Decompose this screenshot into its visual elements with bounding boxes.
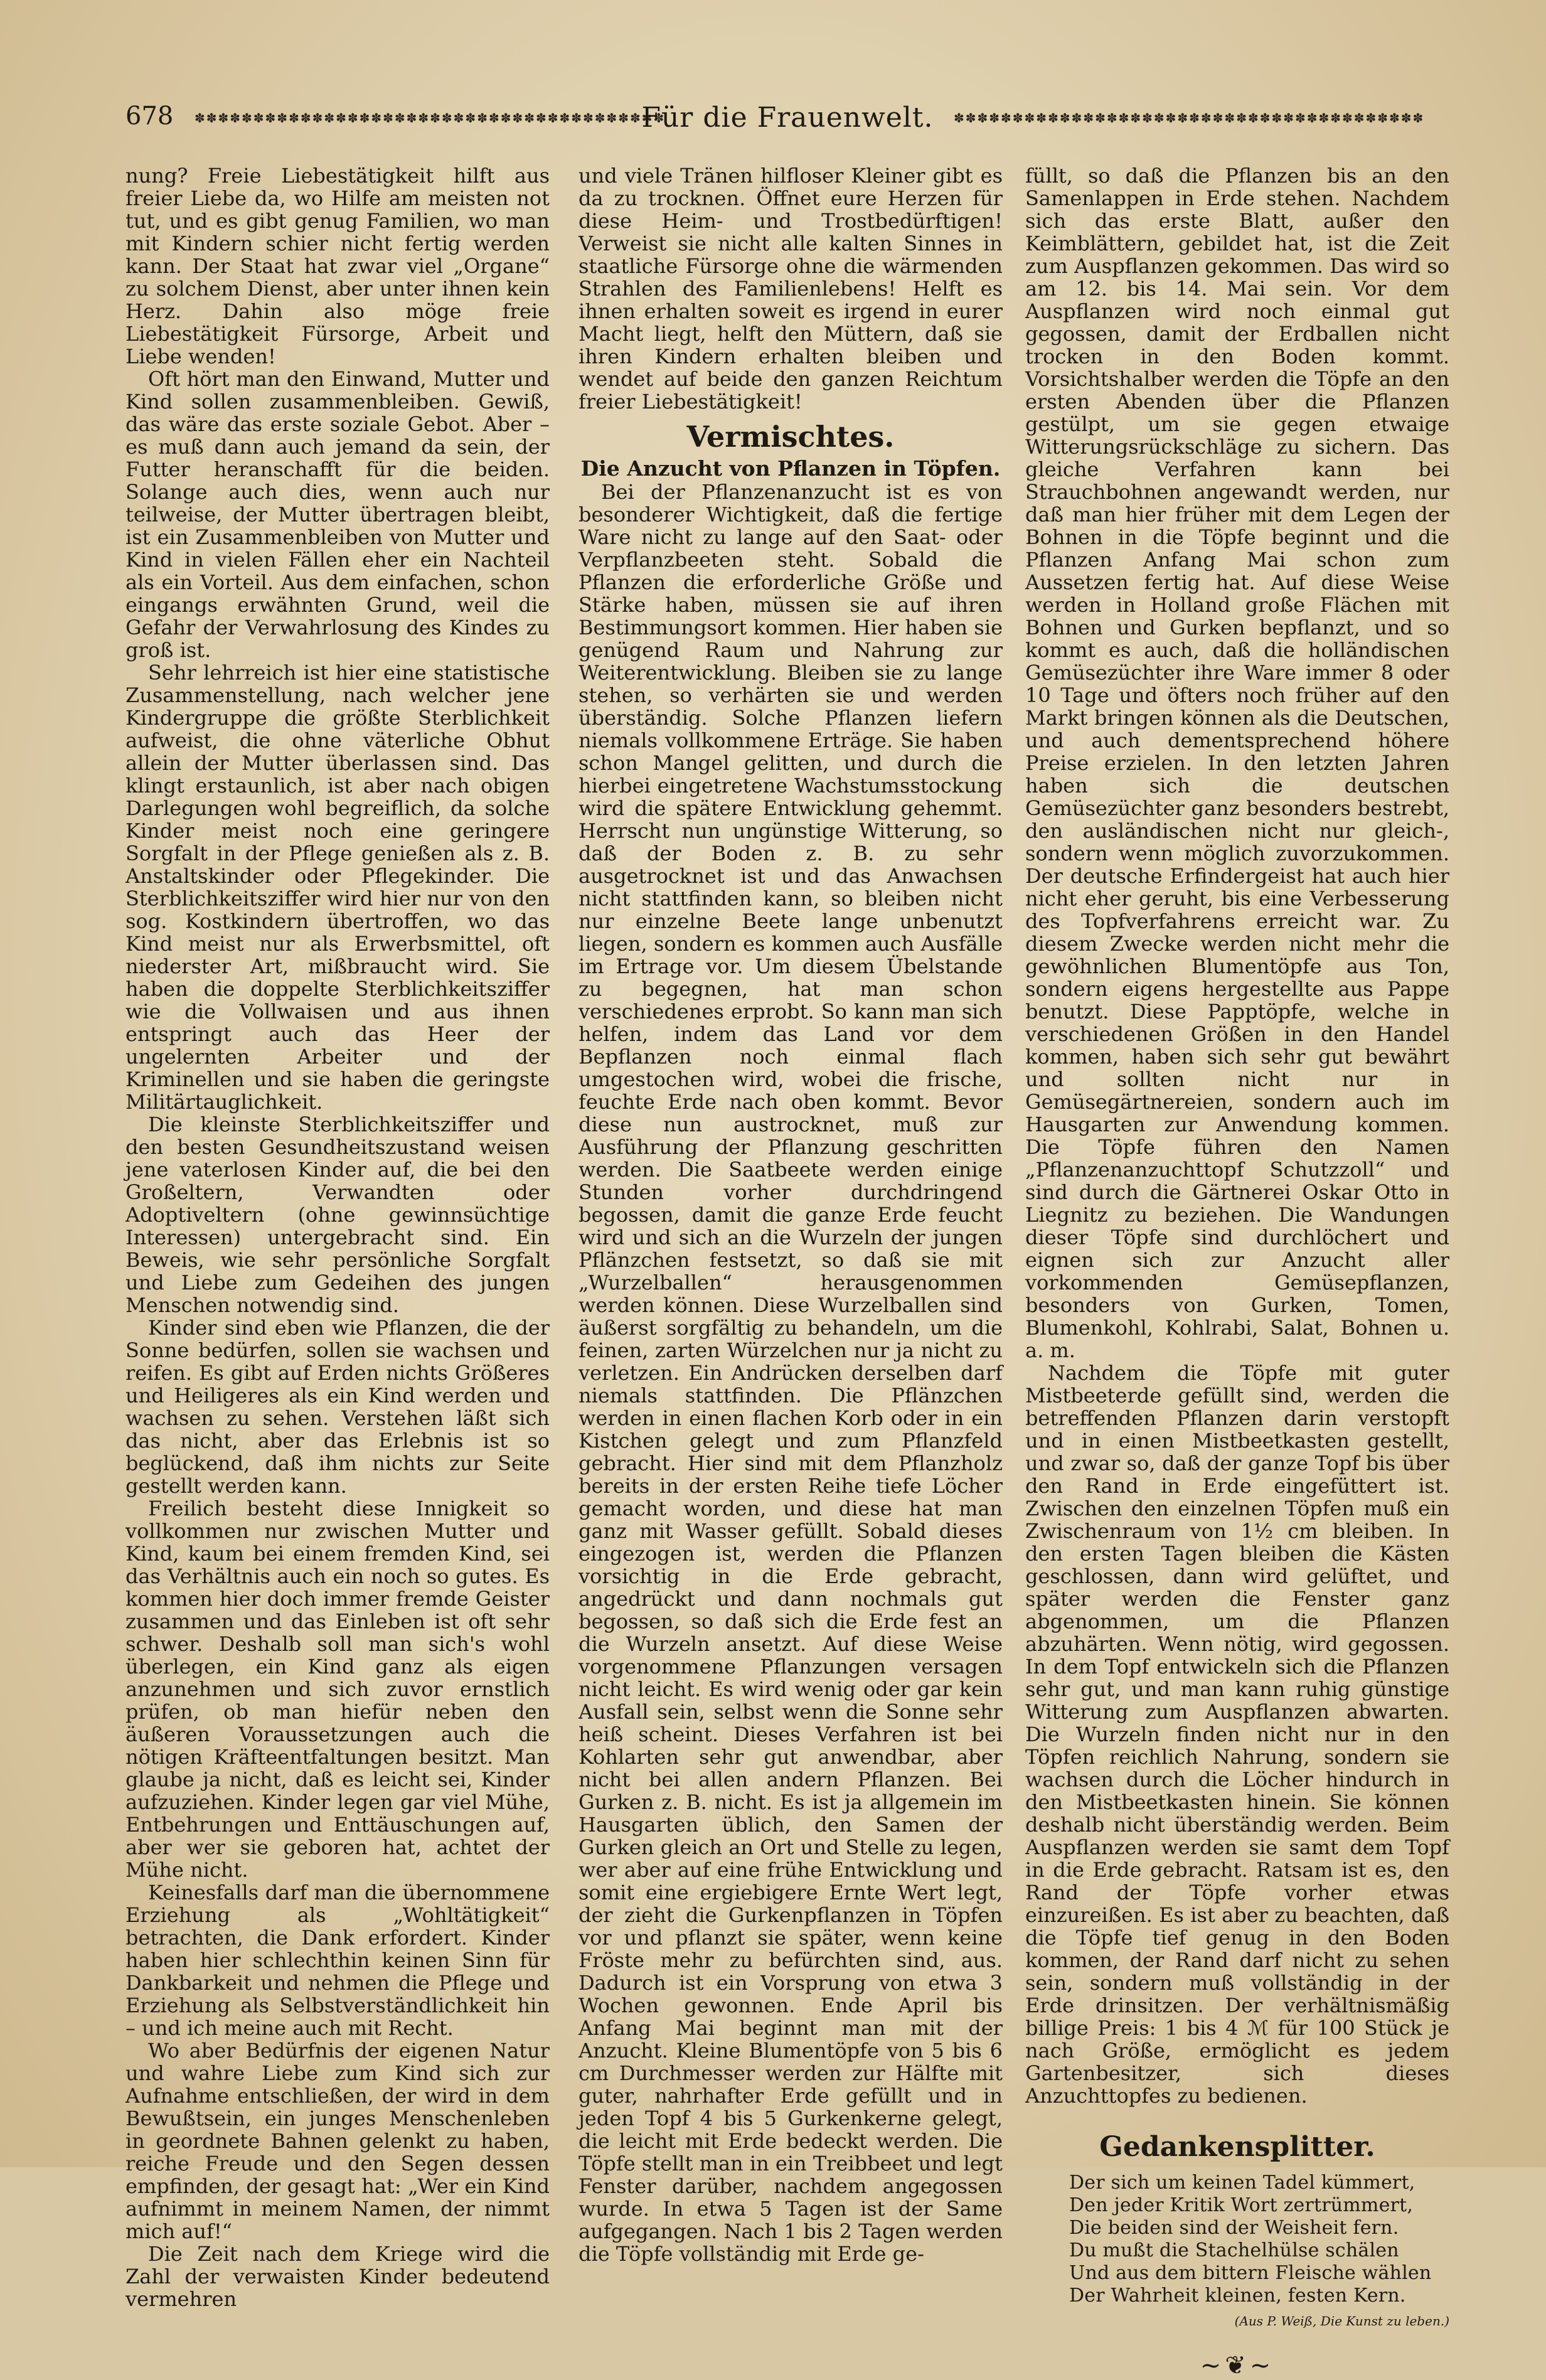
paragraph: füllt, so daß die Pflanzen bis an den Samenlappen in Erde stehen. Nachdem sich das erste Blatt, außer den Keimblättern, gebildet hat, ist die Zeit zum Auspflanzen gekommen. Das wird so am 12. bis 14. Mai sein. Vor dem Auspflanzen wird noch einmal gut gegossen, damit der Erdballen nicht trocken in den Boden kommt. Vorsichtshalber werden die Töpfe an den ersten Abenden über die Pflanzen gestülpt, um sie gegen etwaige Witterungsrückschläge zu sichern. Das gleiche Verfahren kann bei Strauchbohnen angewandt werden, nur daß man hier früher mit dem Legen der Bohnen in die Töpfe beginnt und die Pflanzen Anfang Mai schon zum Aussetzen fertig hat. Auf diese Weise werden in Holland große Flächen mit Bohnen und Gurken bepflanzt, und so kommt es auch, daß die holländischen Gemüsezüchter ihre Ware immer 8 oder 10 Tage und öfters noch früher auf den Markt bringen können als die Deutschen, und auch dementsprechend höhere Preise erzielen. In den letzten Jahren haben sich die deutschen Gemüsezüchter ganz besonders bestrebt, den ausländischen nicht nur gleich-, sondern wenn möglich zuvorzukommen. Der deutsche Erfindergeist hat auch hier nicht eher geruht, bis eine Verbesserung des Topfverfahrens erreicht war. Zu diesem Zwecke werden nicht mehr die gewöhnlichen Blumentöpfe aus Ton, sondern eigens hergestellte aus Pappe benutzt. Diese Papptöpfe, welche in verschiedenen Größen in den Handel kommen, haben sich sehr gut bewährt und sollten nicht nur in Gemüsegärtnereien, sondern auch im Hausgarten zur Anwendung kommen. Die Töpfe führen den Namen „Pflanzenanzuchttopf Schutzzoll“ und sind durch die Gärtnerei Oskar Otto in Liegnitz zu beziehen. Die Wandungen dieser Töpfe sind durchlöchert und eignen sich zur Anzucht aller vorkommenden Gemüsepflanzen, besonders von Gurken, Tomen, Blumenkohl, Kohlrabi, Salat, Bohnen u. a. m. [1025,164,1449,1362]
poem-attribution: (Aus P. Weiß, Die Kunst zu leben.) [1234,2313,1449,2329]
running-title: Für die Frauenwelt. [641,102,934,134]
poem-line: Den jeder Kritik Wort zertrümmert, [1069,2194,1414,2216]
paragraph: und viele Tränen hilfloser Kleiner gibt es da zu trocknen. Öffnet eure Herzen für diese Heim- und Trostbedürftigen! Verweist sie nicht alle kalten Sinnes in staatliche Fürsorge ohne die wärmenden Strahlen des Familienlebens! Helft es ihnen erhalten soweit es irgend in eurer Macht liegt, helft den Müttern, daß sie ihren Kindern erhalten bleiben und wendet auf beide den ganzen Reichtum freier Liebestätigkeit! [578,164,1003,414]
column-1 [125,164,550,2311]
poem-line: Und aus dem bittern Fleische wählen [1069,2262,1432,2284]
paragraph: Bei der Pflanzenanzucht ist es von besonderer Wichtigkeit, daß die fertige Ware nicht zu lange auf den Saat- oder Verpflanzbeeten steht. Sobald die Pflanzen die erforderliche Größe und Stärke haben, müssen sie auf ihren Bestimmungsort kommen. Hier haben sie genügend Raum und Nahrung zur Weiterentwicklung. Bleiben sie zu lange stehen, so verhärten sie und werden überständig. Solche Pflanzen liefern niemals vollkommene Erträge. Sie haben schon Mangel gelitten, und durch die hierbei eingetretene Wachstumsstockung wird die spätere Entwicklung gehemmt. Herrscht nun ungünstige Witterung, so daß der Boden z. B. zu sehr ausgetrocknet ist und das Anwachsen nicht stattfinden kann, so bleiben nicht nur einzelne Beete lange unbenutzt liegen, sondern es kommen auch Ausfälle im Ertrage vor. Um diesem Übelstande zu begegnen, hat man schon verschiedenes erprobt. So kann man sich helfen, indem das Land vor dem Bepflanzen noch einmal flach umgestochen wird, wobei die frische, feuchte Erde nach oben kommt. Bevor diese nun austrocknet, muß zur Ausführung der Pflanzung geschritten werden. Die Saatbeete werden einige Stunden vorher durchdringend begossen, damit die ganze Erde feucht wird und sich an die Wurzeln der jungen Pflänzchen festsetzt, so daß sie mit „Wurzelballen“ herausgenommen werden können. Diese Wurzelballen sind äußerst sorgfältig zu behandeln, um die feinen, zarten Würzelchen nur ja nicht zu verletzen. Ein Andrücken derselben darf niemals stattfinden. Die Pflänzchen werden in einen flachen Korb oder in ein Kistchen gelegt und zum Pflanzfeld gebracht. Hier sind mit dem Pflanzholz bereits in der ersten Reihe tiefe Löcher gemacht worden, und diese hat man ganz mit Wasser gefüllt. Sobald dieses eingezogen ist, werden die Pflanzen vorsichtig in die Erde gebracht, angedrückt und dann nochmals gut begossen, so daß sich die Erde fest an die Wurzeln ansetzt. Auf diese Weise vorgenommene Pflanzungen versagen nicht leicht. Es wird wenig oder gar kein Ausfall sein, selbst wenn die Sonne sehr heiß scheint. Dieses Verfahren ist bei Kohlarten sehr gut anwendbar, aber nicht bei allen andern Pflanzen. Bei Gurken z. B. nicht. Es ist ja allgemein im Hausgarten üblich, den Samen der Gurken gleich an Ort und Stelle zu legen, wer aber auf eine frühe Entwicklung und somit eine ergiebigere Ernte Wert legt, der zieht die Gurkenpflanzen in Töpfen vor und pflanzt sie später, wenn keine Fröste mehr zu befürchten sind, aus. Dadurch ist ein Vorsprung von etwa 3 Wochen gewonnen. Ende April bis Anfang Mai beginnt man mit der Anzucht. Kleine Blumentöpfe von 5 bis 6 cm Durchmesser werden zur Hälfte mit guter, nahrhafter Erde gefüllt und in jeden Topf 4 bis 5 Gurkenkerne gelegt, die leicht mit Erde bedeckt werden. Die Töpfe stellt man in ein Treibbeet und legt Fenster darüber, nachdem angegossen wurde. In etwa 5 Tagen ist der Same aufgegangen. Nach 1 bis 2 Tagen werden die Töpfe vollständig mit Erde ge- [578,480,1003,2266]
paragraph: Wo aber Bedürfnis der eigenen Natur und wahre Liebe zum Kind sich zur Aufnahme entschließen, der wird in dem Bewußtsein, ein junges Menschenleben in geordnete Bahnen gelenkt zu haben, reiche Freude und den Segen dessen empfinden, der gesagt hat: „Wer ein Kind aufnimmt in meinem Namen, der nimmt mich auf!“ [125,2039,550,2243]
page-number: 678 [125,102,174,131]
poem-title: Gedankensplitter. [1099,2131,1375,2163]
header-ornament-left: ✽✽✽✽✽✽✽✽✽✽✽✽✽✽✽✽✽✽✽✽✽✽✽✽✽✽✽✽✽✽✽✽✽✽✽✽✽✽✽✽ [195,110,666,125]
poem-line: Du mußt die Stachelhülse schälen [1069,2239,1399,2261]
poem [1025,2172,1449,2307]
paragraph: Freilich besteht diese Innigkeit so vollkommen nur zwischen Mutter und Kind, kaum bei einem fremden Kind, sei das Verhältnis auch ein noch so gutes. Es kommen hier doch immer fremde Geister zusammen und das Einleben ist oft sehr schwer. Deshalb soll man sich's wohl überlegen, ein Kind ganz als eigen anzunehmen und sich zuvor ernstlich prüfen, ob man hiefür neben den äußeren Voraussetzungen auch die nötigen Kräfteentfaltungen besitzt. Man glaube ja nicht, daß es leicht sei, Kinder aufzuziehen. Kinder legen gar viel Mühe, Entbehrungen und Enttäuschungen auf, aber wer sie geboren hat, achtet der Mühe nicht. [125,1497,550,1882]
column-2 [578,164,1003,2266]
paragraph: nung? Freie Liebestätigkeit hilft aus freier Liebe da, wo Hilfe am meisten not tut, und es gibt genug Familien, wo man mit Kindern schier nicht fertig werden kann. Der Staat hat zwar viel „Organe“ zu solchem Dienst, aber unter ihnen kein Herz. Dahin also möge freie Liebestätigkeit Fürsorge, Arbeit und Liebe wenden! [125,164,550,368]
poem-line: Die beiden sind der Weisheit fern. [1069,2217,1399,2239]
paragraph: Kinder sind eben wie Pflanzen, die der Sonne bedürfen, sollen sie wachsen und reifen. Es gibt auf Erden nichts Größeres und Heiligeres als ein Kind werden und wachsen zu sehen. Verstehen läßt sich das nicht, aber das Erlebnis ist so beglückend, daß ihm nichts zur Seite gestellt werden kann. [125,1316,550,1498]
paragraph: Sehr lehrreich ist hier eine statistische Zusammenstellung, nach welcher jene Kindergruppe die größte Sterblichkeit aufweist, die ohne väterliche Obhut allein der Mutter überlassen sind. Das klingt erstaunlich, ist aber nach obigen Darlegungen wohl begreiflich, da solche Kinder meist noch eine geringere Sorgfalt in der Pflege genießen als z. B. Anstaltskinder oder Pflegekinder. Die Sterblichkeitsziffer wird hier nur von den sog. Kostkindern übertroffen, wo das Kind meist nur als Erwerbsmittel, oft niederster Art, mißbraucht wird. Sie haben die doppelte Sterblichkeitsziffer wie die Vollwaisen und aus ihnen entspringt auch das Heer der ungelernten Arbeiter und der Kriminellen und sie haben die geringste Militärtauglichkeit. [125,661,550,1114]
article-subtitle: Die Anzucht von Pflanzen in Töpfen. [580,456,1001,481]
paragraph: Die kleinste Sterblichkeitsziffer und den besten Gesundheitszustand weisen jene vaterlosen Kinder auf, die bei den Großeltern, Verwandten oder Adoptiveltern (ohne gewinnsüchtige Interessen) untergebracht sind. Ein Beweis, wie sehr persönliche Sorgfalt und Liebe zum Gedeihen des jungen Menschen notwendig sind. [125,1113,550,1317]
paragraph: Keinesfalls darf man die übernommene Erziehung als „Wohltätigkeit“ betrachten, die Dank erfordert. Kinder haben hier schlechthin keinen Sinn für Dankbarkeit und nehmen die Pflege und Erziehung als Selbstverständlichkeit hin – und ich meine auch mit Recht. [125,1881,550,2040]
end-ornament: ~❦~ [1200,2351,1275,2380]
paragraph: Nachdem die Töpfe mit guter Mistbeeterde gefüllt sind, werden die betreffenden Pflanzen darin verstopft und in einen Mistbeetkasten gestellt, und zwar so, daß der ganze Topf bis über den Rand in Erde eingefüttert ist. Zwischen den einzelnen Töpfen muß ein Zwischenraum von 1½ cm bleiben. In den ersten Tagen bleiben die Kästen geschlossen, dann wird gelüftet, und später werden die Fenster ganz abgenommen, um die Pflanzen abzuhärten. Wenn nötig, wird gegossen. In dem Topf entwickeln sich die Pflanzen sehr gut, und man kann ruhig günstige Witterung zum Auspflanzen abwarten. Die Wurzeln finden nicht nur in den Töpfen reichlich Nahrung, sondern sie wachsen durch die Löcher hindurch in den Mistbeetkasten hinein. Sie können deshalb nicht überständig werden. Beim Auspflanzen werden sie samt dem Topf in die Erde gebracht. Ratsam ist es, den Rand der Töpfe vorher etwas einzureißen. Es ist aber zu beachten, daß die Töpfe tief genug in den Boden kommen, der Rand darf nicht zu sehen sein, sondern muß vollständig in der Erde drinsitzen. Der verhältnismäßig billige Preis: 1 bis 4 ℳ für 100 Stück je nach Größe, ermöglicht es jedem Gartenbesitzer, sich dieses Anzuchttopfes zu bedienen. [1025,1361,1449,2108]
page-header [125,102,1449,146]
paragraph: Die Zeit nach dem Kriege wird die Zahl der verwaisten Kinder bedeutend vermehren [125,2242,550,2311]
section-title: Vermischtes. [686,420,895,454]
poem-line: Der Wahrheit kleinen, festen Kern. [1069,2285,1406,2307]
header-ornament-right: ✽✽✽✽✽✽✽✽✽✽✽✽✽✽✽✽✽✽✽✽✽✽✽✽✽✽✽✽✽✽✽✽✽✽✽✽✽✽✽✽ [954,110,1425,125]
column-3 [1025,164,1449,2380]
paragraph: Oft hört man den Einwand, Mutter und Kind sollen zusammenbleiben. Gewiß, das wäre das erste soziale Gebot. Aber – es muß dann auch jemand da sein, der Futter heranschafft für die beiden. Solange auch dies, wenn auch nur teilweise, der Mutter übertragen bleibt, ist ein Zusammenbleiben von Mutter und Kind in vielen Fällen eher ein Nachteil als ein Vorteil. Aus dem einfachen, schon eingangs erwähnten Grund, weil die Gefahr der Verwahrlosung des Kindes zu groß ist. [125,367,550,662]
poem-line: Der sich um keinen Tadel kümmert, [1069,2172,1415,2194]
